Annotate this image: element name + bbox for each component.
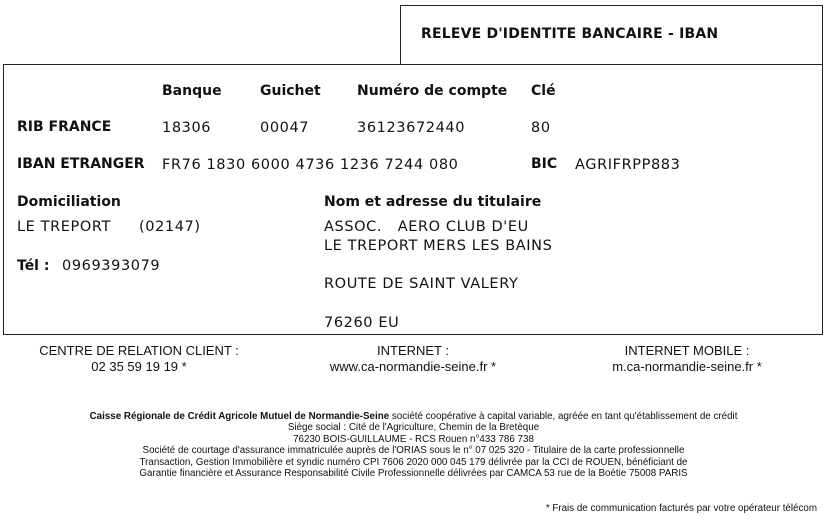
contact-label: INTERNET :	[377, 343, 449, 358]
bic-value: AGRIFRPP883	[575, 157, 681, 173]
contact-phone: 02 35 59 19 19 *	[91, 359, 187, 374]
footnote: * Frais de communication facturés par votre opérateur télécom	[545, 503, 817, 514]
bic-label: BIC	[531, 156, 558, 172]
document-title: RELEVE D'IDENTITE BANCAIRE - IBAN	[421, 26, 719, 42]
contact-label: INTERNET MOBILE :	[624, 343, 750, 358]
holder-name: ASSOC. AERO CLUB D'EU	[324, 219, 529, 235]
tel-label: Tél :	[17, 258, 50, 274]
contact-mobile	[562, 343, 812, 375]
contact-label: CENTRE DE RELATION CLIENT :	[39, 343, 239, 358]
domiciliation-label: Domiciliation	[17, 194, 121, 210]
legal-line: 76230 BOIS-GUILLAUME - RCS Rouen n°433 786 738	[293, 433, 534, 445]
legal-line: Société de courtage d'assurance immatriculée auprès de l'ORIAS sous le n° 07 025 320 - Titulaire de la carte professionnelle	[142, 445, 685, 457]
col-account-header: Numéro de compte	[357, 83, 508, 99]
legal-line	[0, 411, 827, 422]
rib-key: 80	[531, 120, 551, 136]
holder-label: Nom et adresse du titulaire	[324, 194, 542, 210]
company-description: société coopérative à capital variable, agréée en tant qu'établissement de crédit	[389, 411, 738, 422]
rib-row-label: RIB FRANCE	[17, 119, 112, 135]
legal-line: Siège social : Cité de l'Agriculture, Chemin de la Bretèque	[287, 422, 540, 434]
col-branch-header: Guichet	[260, 83, 321, 99]
holder-address-line: LE TREPORT MERS LES BAINS	[324, 238, 553, 254]
legal-notice	[0, 411, 827, 479]
col-key-header: Clé	[531, 83, 556, 99]
domiciliation-code: (02147)	[139, 219, 201, 235]
domiciliation-city: LE TREPORT	[17, 219, 111, 235]
contact-mobile-website[interactable]: m.ca-normandie-seine.fr *	[612, 359, 762, 374]
contact-client-center	[14, 343, 264, 375]
contact-internet	[288, 343, 538, 375]
branch-code: 00047	[260, 120, 310, 136]
account-number: 36123672440	[357, 120, 466, 136]
contact-website[interactable]: www.ca-normandie-seine.fr *	[329, 359, 497, 374]
holder-postcode-city: 76260 EU	[324, 315, 400, 331]
iban-label: IBAN ETRANGER	[17, 156, 145, 172]
holder-street: ROUTE DE SAINT VALERY	[324, 276, 519, 292]
legal-line: Transaction, Gestion Immobilière et syndic numéro CPI 7606 2020 000 045 179 délivrée par la CCI de ROUEN, bénéficiant de	[139, 456, 688, 468]
company-name: Caisse Régionale de Crédit Agricole Mutuel de Normandie-Seine	[89, 411, 390, 422]
document-title-box	[400, 5, 823, 65]
legal-line: Garantie financière et Assurance Responsabilité Civile Professionnelle délivrées par CAMCA 53 rue de la Boétie 75008 PARIS	[139, 468, 688, 480]
col-bank-header: Banque	[162, 83, 222, 99]
iban-value: FR76 1830 6000 4736 1236 7244 080	[162, 157, 459, 173]
bank-code: 18306	[162, 120, 212, 136]
tel-value: 0969393079	[62, 258, 161, 274]
